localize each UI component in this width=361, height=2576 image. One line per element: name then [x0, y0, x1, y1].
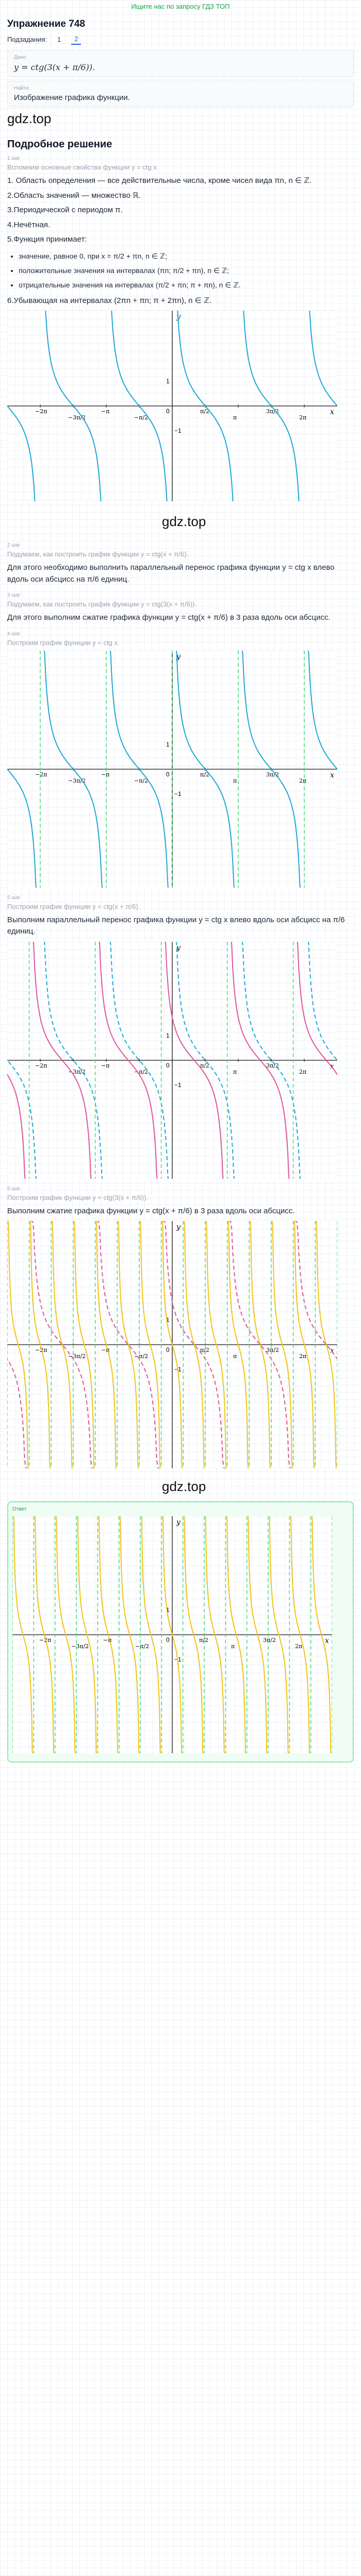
step-3-label: 3 шаг	[7, 592, 21, 598]
y-tick-label: 1	[166, 1606, 170, 1614]
step-4	[7, 631, 354, 888]
step-1-label: 1 шаг	[7, 156, 21, 161]
y-tick-label: −1	[174, 427, 182, 434]
answer-label: Ответ	[12, 1506, 27, 1512]
given-formula: y = ctg(3(x + π/6)).	[14, 62, 95, 72]
x-tick-label: 3π/2	[266, 771, 279, 778]
x-tick-label: 2π	[299, 1068, 307, 1075]
given-label: Дано	[14, 55, 26, 60]
step-4-hint: Построим график функции y = ctg x.	[7, 638, 120, 647]
step-1-bullet: • значение, равное 0, при x = π/2 + πn, n ∈ ℤ;	[19, 249, 354, 263]
x-tick-label: −π	[101, 771, 110, 778]
origin-label: 0	[166, 408, 170, 415]
step-4-label: 4 шаг	[7, 631, 21, 637]
x-tick-label: −2π	[39, 1637, 52, 1643]
x-tick-label: 2π	[299, 1353, 307, 1360]
x-axis-label: x	[330, 408, 334, 416]
x-tick-label: 3π/2	[266, 408, 279, 415]
watermark: gdz.top	[162, 514, 206, 529]
step-1-bullets	[9, 249, 354, 292]
x-tick-label: π/2	[200, 408, 209, 415]
x-tick-label: −π	[101, 408, 110, 415]
y-axis-label: y	[176, 1223, 180, 1231]
x-tick-label: π	[233, 777, 237, 784]
x-tick-label: π	[233, 414, 237, 421]
page-title: Упражнение 748	[7, 19, 85, 29]
x-tick-label: −π	[103, 1637, 112, 1643]
x-tick-label: −3π/2	[68, 414, 86, 421]
x-tick-label: −3π/2	[68, 777, 86, 784]
x-tick-label: −π	[101, 1347, 110, 1353]
graph-step-4	[7, 651, 337, 888]
solution-title: Подробное решение	[7, 139, 112, 150]
x-tick-label: π	[231, 1643, 235, 1650]
x-tick-label: −2π	[35, 771, 47, 778]
step-6-label: 6 шаг	[7, 1185, 21, 1192]
watermark: gdz.top	[7, 111, 52, 126]
x-tick-label: π/2	[199, 1637, 208, 1643]
y-axis-label: y	[176, 313, 180, 321]
step-1-hint: Вспомним основные свойства функции y = ctg x.	[7, 163, 159, 171]
watermark: gdz.top	[162, 1479, 206, 1494]
step-1-item-4: 4.Нечётная.	[7, 220, 51, 229]
x-tick-label: 2π	[299, 414, 307, 421]
y-tick-label: 1	[166, 1031, 170, 1039]
step-2-label: 2 шаг	[7, 543, 21, 548]
subtask-tab-1[interactable]: 1	[57, 36, 61, 43]
x-tick-label: −3π/2	[68, 1068, 86, 1075]
subtasks-label: Подзадания:	[7, 36, 47, 43]
x-tick-label: −2π	[35, 1062, 47, 1069]
step-5	[7, 895, 354, 1179]
step-1-item-5: 5.Функция принимает:	[7, 235, 87, 244]
step-3-hint: Подумаем, как построить график функции y = ctg(3(x + π/6)).	[7, 600, 196, 608]
x-tick-label: −π/2	[134, 1068, 149, 1075]
subtask-tab-2[interactable]: 2	[71, 34, 81, 45]
graph-ctg-x	[7, 311, 337, 501]
x-tick-label: −3π/2	[71, 1643, 89, 1650]
graph-answer	[12, 1516, 332, 1753]
origin-label: 0	[166, 770, 170, 778]
find-text: Изображение графика функции.	[14, 93, 130, 102]
x-tick-label: 3π/2	[263, 1637, 276, 1643]
step-1-bullet: • положительные значения на интервалах (πn; π/2 + πn), n ∈ ℤ;	[19, 263, 354, 278]
step-1	[7, 156, 354, 501]
step-6	[7, 1186, 354, 1469]
given-card	[7, 50, 354, 77]
find-card	[7, 81, 354, 107]
x-tick-label: π/2	[200, 1062, 209, 1069]
x-tick-label: π	[233, 1353, 237, 1360]
step-1-item-1: 1. Область определения — все действительные числа, кроме чисел вида πn, n ∈ ℤ.	[7, 176, 312, 185]
x-tick-label: −π	[101, 1062, 110, 1069]
y-axis-label: y	[176, 1518, 180, 1527]
origin-label: 0	[166, 1061, 170, 1069]
step-2	[7, 543, 354, 585]
x-axis-label: x	[330, 1347, 334, 1355]
x-tick-label: π/2	[200, 1347, 209, 1353]
x-tick-label: 3π/2	[266, 1062, 279, 1069]
x-tick-label: −π/2	[134, 414, 149, 421]
origin-label: 0	[166, 1636, 170, 1643]
x-tick-label: −π/2	[135, 1643, 150, 1650]
step-2-hint: Подумаем, как построить график функции y = ctg(x + π/6).	[7, 550, 189, 558]
x-axis-label: x	[325, 1637, 329, 1645]
x-tick-label: −π/2	[134, 777, 149, 784]
x-axis-label: x	[330, 771, 334, 779]
y-axis-label: y	[176, 943, 180, 952]
x-tick-label: −2π	[35, 1347, 47, 1353]
step-3	[7, 592, 354, 624]
x-tick-label: −3π/2	[68, 1353, 86, 1360]
graph-step-6	[7, 1221, 337, 1468]
step-1-item-3: 3.Периодической с периодом π.	[7, 206, 123, 214]
step-2-text: Для этого необходимо выполнить параллельный перенос графика функции y = ctg x влево вдоль оси абсцисс на π/6 единиц.	[7, 563, 335, 584]
y-tick-label: −1	[174, 790, 182, 798]
step-5-text: Выполним параллельный перенос графика функции y = ctg x влево вдоль оси абсцисс на π/6 единиц.	[7, 915, 345, 936]
y-tick-label: 1	[166, 1316, 170, 1324]
x-tick-label: −π/2	[134, 1353, 149, 1360]
step-3-text: Для этого выполним сжатие графика функции y = ctg(x + π/6) в 3 раза вдоль оси абсцисс.	[7, 613, 331, 622]
y-tick-label: −1	[174, 1081, 182, 1089]
subtasks-nav	[7, 34, 354, 45]
x-tick-label: 2π	[295, 1643, 303, 1650]
answer-card	[7, 1501, 354, 1762]
origin-label: 0	[166, 1346, 170, 1353]
x-tick-label: 2π	[299, 777, 307, 784]
find-label: Найти	[14, 86, 29, 91]
graph-step-5	[7, 942, 337, 1179]
y-tick-label: 1	[166, 378, 170, 385]
step-5-label: 5 шаг	[7, 894, 21, 901]
step-1-item-2: 2.Область значений — множество ℝ.	[7, 191, 141, 200]
step-6-hint: Построим график функции y = ctg(3(x + π/6)).	[7, 1193, 149, 1201]
x-axis-label: x	[330, 1062, 334, 1071]
y-tick-label: −1	[174, 1366, 182, 1373]
y-tick-label: −1	[174, 1656, 182, 1663]
x-tick-label: −2π	[35, 408, 47, 415]
x-tick-label: π/2	[200, 771, 209, 778]
x-tick-label: π	[233, 1068, 237, 1075]
step-5-hint: Построим график функции y = ctg(x + π/6).	[7, 902, 140, 910]
y-tick-label: 1	[166, 740, 170, 748]
promo-banner[interactable]: Ищите нас по запросу ГДЗ ТОП	[131, 3, 230, 10]
x-tick-label: 3π/2	[266, 1347, 279, 1353]
step-1-bullet: • отрицательные значения на интервалах (π/2 + πn; π + πn), n ∈ ℤ.	[19, 278, 354, 292]
step-6-text: Выполним сжатие графика функции y = ctg(x + π/6) в 3 раза вдоль оси абсцисс.	[7, 1206, 295, 1215]
y-axis-label: y	[176, 652, 180, 661]
step-1-item-6: 6.Убывающая на интервалах (2πn + πn; π + 2πn), n ∈ ℤ.	[7, 296, 212, 305]
